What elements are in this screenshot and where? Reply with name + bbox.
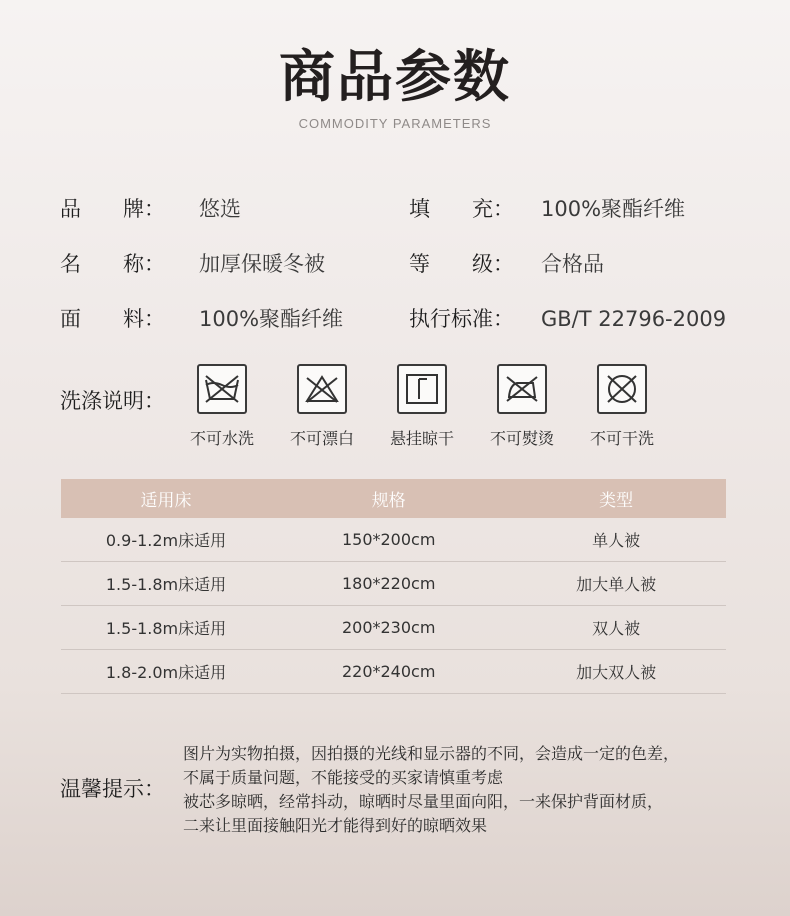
param-filling <box>409 194 739 224</box>
tips-line: 不属于质量问题，不能接受的买家请慎重考虑 <box>183 768 504 787</box>
no-dry-clean-icon <box>597 364 647 414</box>
col-header-type: 类型 <box>506 479 726 518</box>
cell-bed: 1.8-2.0m床适用 <box>61 650 271 694</box>
care-no-bleach-label: 不可漂白 <box>289 429 354 448</box>
cell-type: 双人被 <box>506 606 726 650</box>
param-name-label: 名 称： <box>60 252 165 276</box>
cell-bed: 1.5-1.8m床适用 <box>61 606 271 650</box>
param-standard-value: GB/T 22796-2009 <box>541 307 727 331</box>
param-grade-label: 等 级： <box>409 252 514 276</box>
page-subtitle: COMMODITY PARAMETERS <box>298 116 492 131</box>
col-header-size: 规格 <box>271 479 506 518</box>
cell-bed: 0.9-1.2m床适用 <box>61 518 271 562</box>
param-grade <box>409 249 739 279</box>
no-iron-icon <box>497 364 547 414</box>
care-no-wash-label: 不可水洗 <box>189 429 254 448</box>
spec-table-header <box>61 479 726 518</box>
care-no-bleach <box>282 364 362 449</box>
table-row <box>61 650 726 694</box>
cell-type: 加大单人被 <box>506 562 726 606</box>
hang-dry-icon <box>397 364 447 414</box>
care-no-dry-clean-label: 不可干洗 <box>589 429 654 448</box>
care-no-wash <box>182 364 262 449</box>
page-title: 商品参数 <box>279 45 511 110</box>
care-no-iron-label: 不可熨烫 <box>489 429 554 448</box>
tips-line: 被芯多晾晒，经常抖动，晾晒时尽量里面向阳，一来保护背面材质， <box>183 792 664 811</box>
param-standard <box>409 304 739 334</box>
param-filling-value: 100%聚酯纤维 <box>541 197 686 221</box>
table-row <box>61 562 726 606</box>
cell-size: 180*220cm <box>271 562 506 606</box>
cell-type: 单人被 <box>506 518 726 562</box>
cell-bed: 1.5-1.8m床适用 <box>61 562 271 606</box>
cell-size: 150*200cm <box>271 518 506 562</box>
care-hang-dry <box>382 364 462 449</box>
table-row <box>61 518 726 562</box>
param-fabric-value: 100%聚酯纤维 <box>199 307 344 331</box>
tips-text <box>183 742 743 838</box>
care-no-iron <box>482 364 562 449</box>
cell-size: 220*240cm <box>271 650 506 694</box>
care-no-dry-clean <box>582 364 662 449</box>
wash-label: 洗涤说明： <box>60 389 165 413</box>
spec-table <box>61 479 726 694</box>
param-name <box>60 249 360 279</box>
tips-line: 图片为实物拍摄，因拍摄的光线和显示器的不同，会造成一定的色差， <box>183 744 680 763</box>
param-standard-label: 执行标准： <box>409 307 514 331</box>
param-grade-value: 合格品 <box>541 252 604 276</box>
param-brand-label: 品 牌： <box>60 197 165 221</box>
no-wash-icon <box>197 364 247 414</box>
cell-type: 加大双人被 <box>506 650 726 694</box>
param-fabric <box>60 304 360 334</box>
param-name-value: 加厚保暖冬被 <box>199 252 325 276</box>
tips-line: 二来让里面接触阳光才能得到好的晾晒效果 <box>183 816 488 835</box>
param-brand <box>60 194 360 224</box>
cell-size: 200*230cm <box>271 606 506 650</box>
care-hang-dry-label: 悬挂晾干 <box>389 429 454 448</box>
param-fabric-label: 面 料： <box>60 307 165 331</box>
tips-label: 温馨提示： <box>60 777 165 801</box>
param-filling-label: 填 充： <box>409 197 514 221</box>
param-brand-value: 悠选 <box>199 197 241 221</box>
no-bleach-icon <box>297 364 347 414</box>
col-header-bed: 适用床 <box>61 479 271 518</box>
table-row <box>61 606 726 650</box>
